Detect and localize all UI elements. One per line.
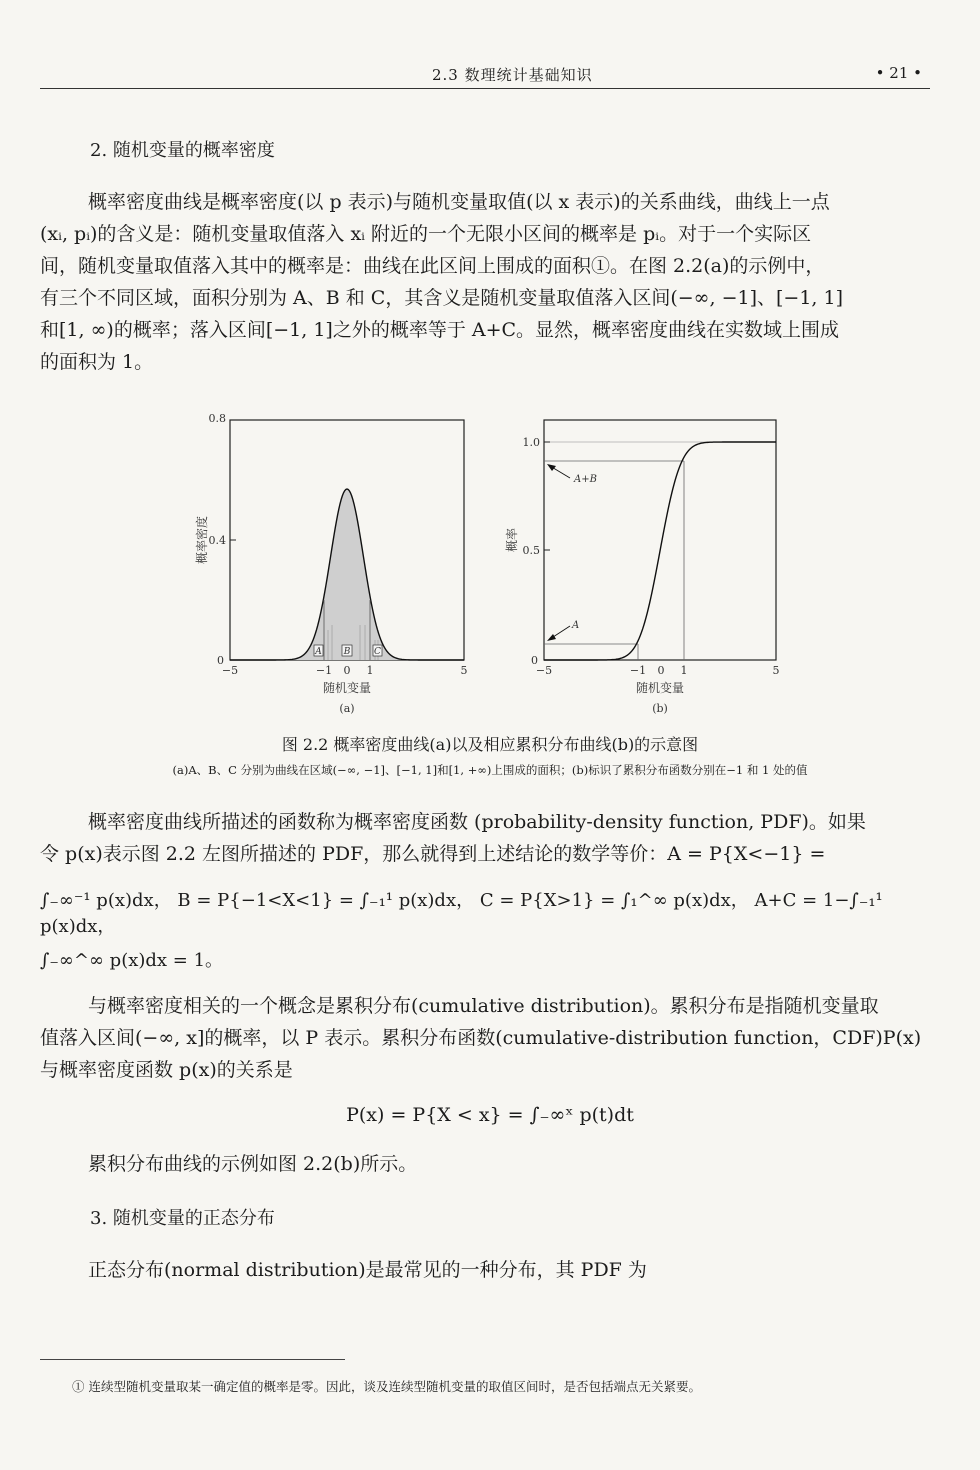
right-ytick-0: 0 <box>531 654 538 667</box>
paragraph-4 <box>40 1148 930 1180</box>
right-ytick-0-5: 0.5 <box>522 544 540 557</box>
formula-line-2: ∫₋∞^∞ p(x)dx = 1。 <box>40 950 224 971</box>
left-xtick-1: 1 <box>366 664 374 677</box>
right-xtick-1: 1 <box>680 664 688 677</box>
right-xtick-0: 0 <box>657 664 665 677</box>
para1-line3: 间，随机变量取值落入其中的概率是：曲线在此区间上围成的面积①。在图 2.2(a)的示例中， <box>40 255 825 277</box>
left-xtick-neg1: −1 <box>315 664 333 677</box>
left-sub-label: (a) <box>339 702 355 715</box>
figure-svg <box>190 400 800 730</box>
left-ylabel: 概率密度 <box>195 515 209 565</box>
right-ylabel: 概率 <box>505 527 519 553</box>
page-number: • 21 • <box>875 64 922 82</box>
para1-line5: 和[1, ∞)的概率；落入区间[−1, 1]之外的概率等于 A+C。显然，概率密度曲线在实数域上围成 <box>40 319 840 341</box>
figure-2-2 <box>190 400 800 730</box>
para4-text: 累积分布曲线的示例如图 2.2(b)所示。 <box>88 1153 418 1175</box>
paragraph-5 <box>40 1254 930 1286</box>
left-ytick-0-4: 0.4 <box>208 534 226 547</box>
right-xtick-neg1: −1 <box>629 664 647 677</box>
left-xtick-neg5: −5 <box>221 664 239 677</box>
section-heading-2: 2. 随机变量的概率密度 <box>90 140 275 161</box>
annotation-a: A <box>572 620 580 631</box>
para1-line1: 概率密度曲线是概率密度(以 p 表示)与随机变量取值(以 x 表示)的关系曲线，曲线上一点 <box>88 191 830 213</box>
left-xtick-5: 5 <box>460 664 468 677</box>
para1-line4: 有三个不同区域，面积分别为 A、B 和 C，其含义是随机变量取值落入区间(−∞, −1]、[−1, 1] <box>40 287 844 309</box>
cdf-equation: P(x) = P{X < x} = ∫₋∞ˣ p(t)dt <box>346 1104 634 1126</box>
annotation-a-plus-b: A+B <box>574 474 597 485</box>
figure-caption: 图 2.2 概率密度曲线(a)以及相应累积分布曲线(b)的示意图 <box>281 735 699 754</box>
right-xtick-neg5: −5 <box>535 664 553 677</box>
para2-line2: 令 p(x)表示图 2.2 左图所描述的 PDF，那么就得到上述结论的数学等价：A = P{X<−1} = <box>40 843 826 865</box>
right-xtick-5: 5 <box>772 664 780 677</box>
para1-line6: 的面积为 1。 <box>40 351 154 373</box>
running-head-title: 2.3 数理统计基础知识 <box>432 66 593 84</box>
region-a-label: A <box>315 647 322 657</box>
para3-line1: 与概率密度相关的一个概念是累积分布(cumulative distribution)。累积分布是指随机变量取 <box>88 995 879 1017</box>
formula-line-1: ∫₋∞⁻¹ p(x)dx， B = P{−1<X<1} = ∫₋₁¹ p(x)dx， C = P{X>1} = ∫₁^∞ p(x)dx， A+C = 1−∫₋₁¹ p(x)dx， <box>40 890 883 937</box>
right-ytick-1-0: 1.0 <box>522 436 540 449</box>
region-c-label: C <box>374 647 381 657</box>
right-sub-label: (b) <box>652 702 668 715</box>
left-ytick-0: 0 <box>217 654 224 667</box>
para3-line2: 值落入区间(−∞, x]的概率，以 P 表示。累积分布函数(cumulative-distribution function，CDF)P(x) <box>40 1027 922 1049</box>
left-xtick-0: 0 <box>343 664 351 677</box>
region-b-label: B <box>343 647 351 657</box>
para1-line2: (xᵢ, pᵢ)的含义是：随机变量取值落入 xᵢ 附近的一个无限小区间的概率是 pᵢ。对于一个实际区 <box>40 223 812 245</box>
running-head <box>40 58 930 89</box>
footnote: ① 连续型随机变量取某一确定值的概率是零。因此，谈及连续型随机变量的取值区间时，是否包括端点无关紧要。 <box>72 1379 701 1394</box>
left-ytick-0-8: 0.8 <box>208 412 226 425</box>
para3-line3: 与概率密度函数 p(x)的关系是 <box>40 1059 293 1081</box>
section-heading-3: 3. 随机变量的正态分布 <box>90 1208 275 1229</box>
para5-text: 正态分布(normal distribution)是最常见的一种分布，其 PDF 为 <box>88 1259 647 1281</box>
para2-line1: 概率密度曲线所描述的函数称为概率密度函数 (probability-density function, PDF)。如果 <box>88 811 866 833</box>
left-xlabel: 随机变量 <box>322 681 372 695</box>
paragraph-1 <box>40 186 930 378</box>
paragraph-3 <box>40 990 930 1086</box>
right-xlabel: 随机变量 <box>635 681 685 695</box>
paragraph-2 <box>40 806 930 870</box>
figure-note: (a)A、B、C 分别为曲线在区域(−∞, −1]、[−1, 1]和[1, +∞)上围成的面积；(b)标识了累积分布函数分别在−1 和 1 处的值 <box>172 763 808 777</box>
pdf-shaded-area <box>230 489 464 660</box>
footnote-rule <box>40 1359 345 1360</box>
